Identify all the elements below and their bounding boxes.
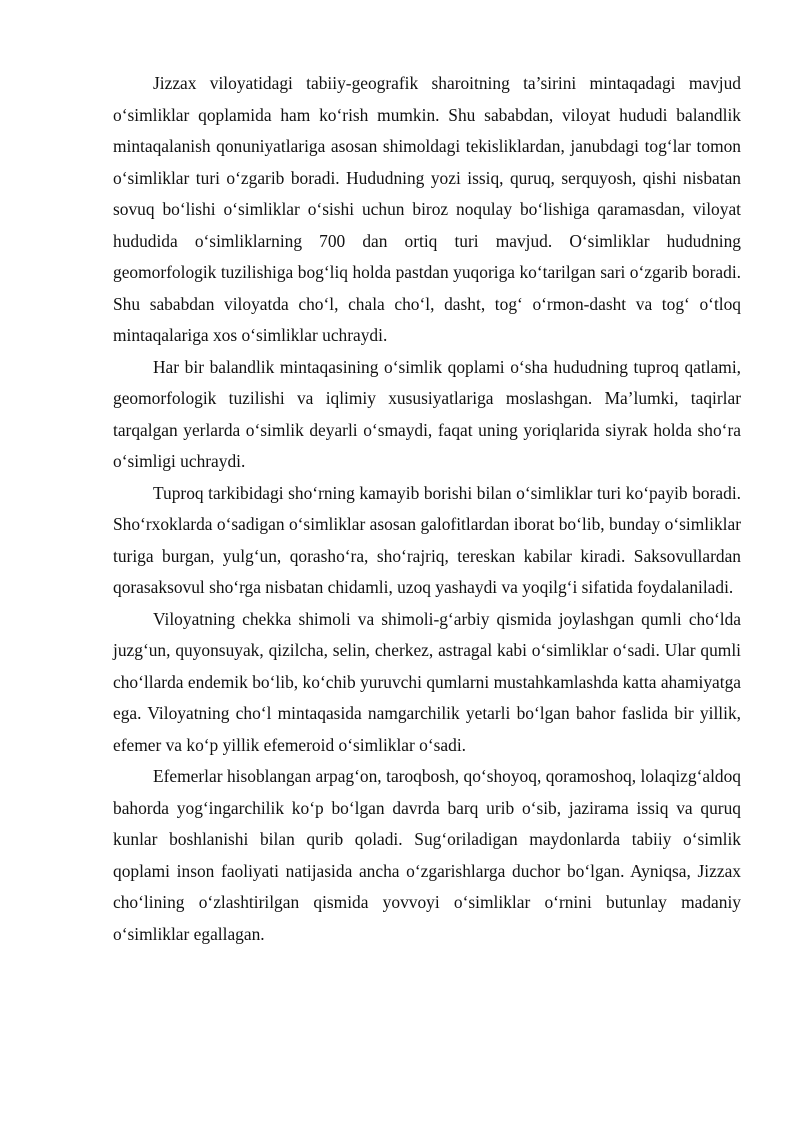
paragraph-vegetation-overview: Jizzax viloyatidagi tabiiy-geografik sharoitning ta’sirini mintaqadagi mavjud o‘simliklar qoplamida ham ko‘rish mumkin. Shu sababdan, viloyat hududi balandlik mintaqalanish qonuniyatlariga asosan shimoldagi tekisliklardan, janubdagi tog‘lar tomon o‘simliklar turi o‘zgarib boradi. Hududning yozi issiq, quruq, serquyosh, qishi nisbatan sovuq bo‘lishi o‘simliklar o‘sishi uchun biroz noqulay bo‘lishiga qaramasdan, viloyat hududida o‘simliklarning 700 dan ortiq turi mavjud. O‘simliklar hududning geomorfologik tuzilishiga bog‘liq holda pastdan yuqoriga ko‘tarilgan sari o‘zgarib boradi. Shu sababdan viloyatda cho‘l, chala cho‘l, dasht, tog‘ o‘rmon-dasht va tog‘ o‘tloq mintaqalariga xos o‘simliklar uchraydi.: [113, 73, 741, 345]
paragraph-soil-salinity: Tuproq tarkibidagi sho‘rning kamayib borishi bilan o‘simliklar turi ko‘payib boradi. Sho‘rxoklarda o‘sadigan o‘simliklar asosan galofitlardan iborat bo‘lib, bunday o‘simliklar turiga burgan, yulg‘un, qorasho‘ra, sho‘rajriq, tereskan kabilar kiradi. Saksovullardan qorasaksovul sho‘rga nisbatan chidamli, uzoq yashaydi va yoqilg‘i sifatida foydalaniladi.: [113, 482, 741, 597]
paragraph-ephemerals: Efemerlar hisoblangan arpag‘on, taroqbosh, qo‘shoyoq, qoramoshoq, lolaqizg‘aldoq bahorda yog‘ingarchilik ko‘p bo‘lgan davrda barq urib o‘sib, jazirama issiq va quruq kunlar boshlanishi bilan qurib qoladi. Sug‘oriladigan maydonlarda tabiiy o‘simlik qoplami inson faoliyati natijasida ancha o‘zgarishlarga duchor bo‘lgan. Ayniqsa, Jizzax cho‘lining o‘zlashtirilgan qismida yovvoyi o‘simliklar o‘rnini butunlay madaniy o‘simliklar egallagan.: [113, 766, 741, 944]
paragraph-sandy-desert: Viloyatning chekka shimoli va shimoli-g‘arbiy qismida joylashgan qumli cho‘lda juzg‘un, quyonsuyak, qizilcha, selin, cherkez, astragal kabi o‘simliklar o‘sadi. Ular qumli cho‘llarda endemik bo‘lib, ko‘chib yuruvchi qumlarni mustahkamlashda katta ahamiyatga ega. Viloyatning cho‘l mintaqasida namgarchilik yetarli bo‘lgan bahor faslida bir yillik, efemer va ko‘p yillik efemeroid o‘simliklar o‘sadi.: [113, 608, 741, 755]
document-page: [113, 68, 741, 950]
paragraph-altitude-zones: Har bir balandlik mintaqasining o‘simlik qoplami o‘sha hududning tuproq qatlami, geomorfologik tuzilishi va iqlimiy xususiyatlariga moslashgan. Ma’lumki, taqirlar tarqalgan yerlarda o‘simlik deyarli o‘smaydi, faqat uning yoriqlarida siyrak holda sho‘ra o‘simligi uchraydi.: [113, 356, 741, 471]
